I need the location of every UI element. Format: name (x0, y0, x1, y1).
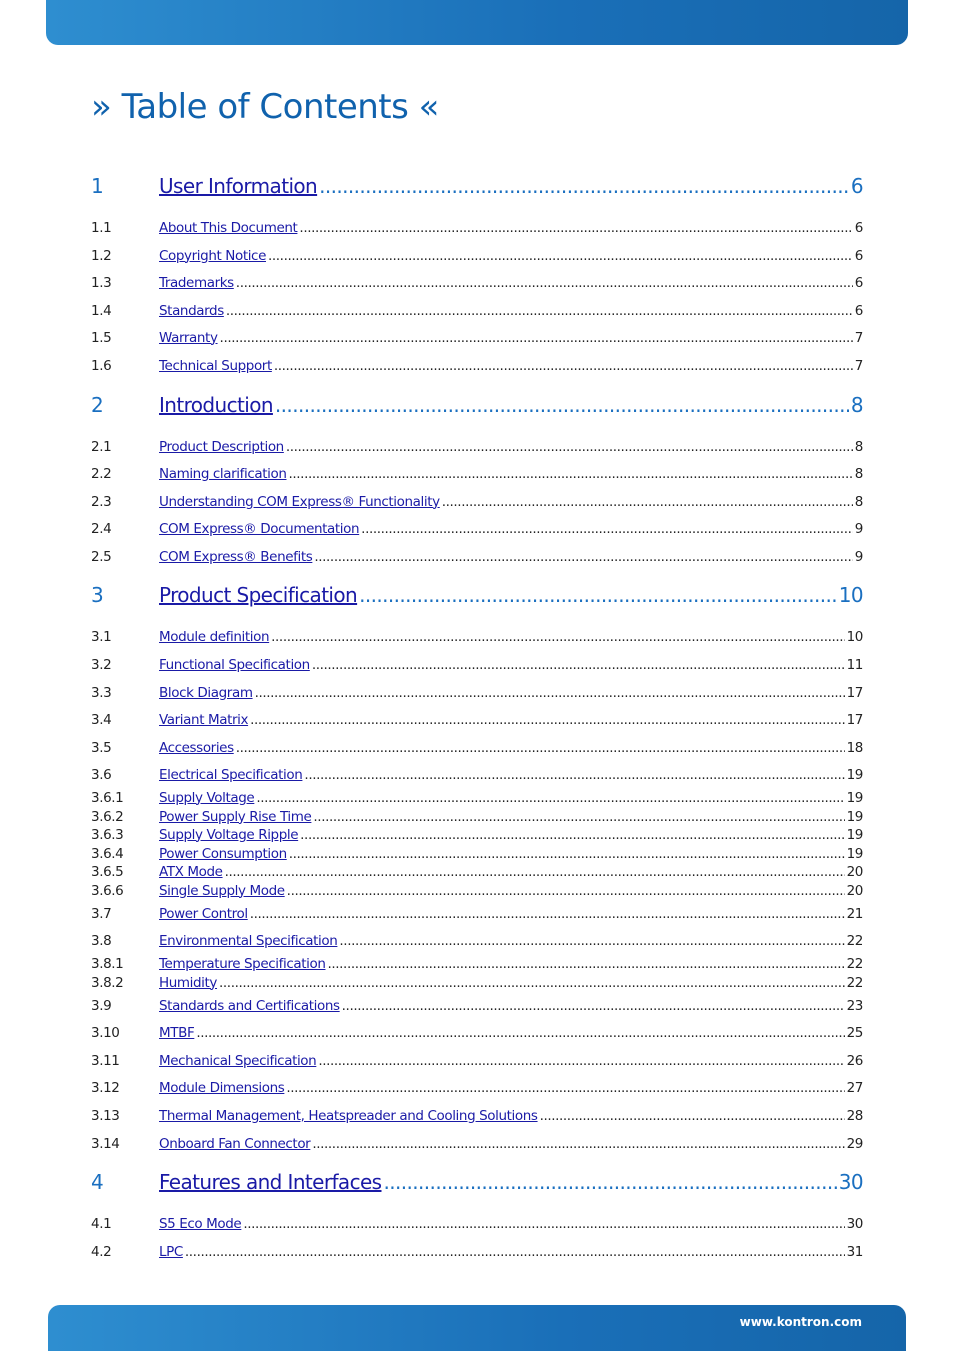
toc-entry[interactable] (91, 864, 863, 880)
toc-entry-number: 1.6 (91, 357, 112, 374)
toc-entry[interactable] (91, 906, 863, 922)
toc-entry[interactable] (91, 685, 863, 701)
toc-entry-number: 3.6.4 (91, 845, 124, 862)
toc-dot-leader (312, 657, 845, 673)
toc-dot-leader (327, 956, 844, 972)
toc-entry-link[interactable]: Understanding COM Express® Functionality (159, 493, 440, 510)
toc-entry[interactable] (91, 1053, 863, 1069)
toc-entry-number: 2.2 (91, 465, 112, 482)
toc-entry[interactable] (91, 1025, 863, 1041)
page-title: » Table of Contents « (91, 87, 439, 127)
toc-entry-number: 3.6.5 (91, 863, 124, 880)
toc-entry-page: 17 (846, 684, 863, 701)
toc-entry[interactable] (91, 220, 863, 236)
toc-entry-page: 8 (854, 438, 863, 455)
toc-entry[interactable] (91, 1244, 863, 1260)
toc-entry-number: 3.13 (91, 1107, 120, 1124)
toc-entry[interactable] (91, 583, 863, 607)
toc-dot-leader (274, 358, 853, 374)
toc-entry-page: 28 (846, 1107, 863, 1124)
toc-entry-page: 6 (854, 302, 863, 319)
toc-entry-page: 23 (846, 997, 863, 1014)
toc-entry-link[interactable]: MTBF (159, 1024, 195, 1041)
toc-entry[interactable] (91, 303, 863, 319)
toc-entry-link[interactable]: COM Express® Documentation (159, 520, 360, 537)
toc-dot-leader (312, 1136, 844, 1152)
toc-entry-number: 2 (91, 393, 104, 417)
toc-entry[interactable] (91, 998, 863, 1014)
toc-entry-number: 3.1 (91, 628, 112, 645)
toc-entry-page: 6 (854, 219, 863, 236)
toc-entry[interactable] (91, 1080, 863, 1096)
toc-entry[interactable] (91, 975, 863, 991)
toc-dot-leader (300, 827, 844, 843)
toc-entry-page: 26 (846, 1052, 863, 1069)
toc-dot-leader (256, 790, 844, 806)
toc-entry-link[interactable]: Single Supply Mode (159, 882, 285, 899)
toc-entry-page: 17 (846, 711, 863, 728)
toc-entry-link[interactable]: Environmental Specification (159, 932, 338, 949)
toc-dot-leader (287, 883, 845, 899)
toc-entry-page: 20 (846, 863, 863, 880)
toc-entry-number: 1.3 (91, 274, 112, 291)
toc-entry[interactable] (91, 956, 863, 972)
toc-entry-number: 3.8.2 (91, 974, 124, 991)
toc-entry-number: 3.6.6 (91, 882, 124, 899)
toc-dot-leader (442, 494, 853, 510)
toc-entry[interactable] (91, 393, 863, 417)
toc-entry-page: 22 (846, 974, 863, 991)
toc-entry-link[interactable]: Technical Support (159, 357, 272, 374)
toc-entry-number: 3.6.3 (91, 826, 124, 843)
toc-entry-page: 19 (846, 845, 863, 862)
toc-entry-page: 10 (838, 583, 863, 607)
toc-entry-page: 19 (846, 766, 863, 783)
toc-dot-leader (289, 846, 845, 862)
toc-dot-leader (289, 466, 853, 482)
toc-dot-leader (236, 275, 853, 291)
toc-entry-link[interactable]: About This Document (159, 219, 298, 236)
toc-entry-link[interactable]: Standards (159, 302, 224, 319)
toc-dot-leader (236, 740, 845, 756)
toc-entry[interactable] (91, 740, 863, 756)
toc-entry[interactable] (91, 275, 863, 291)
toc-entry-link[interactable]: Onboard Fan Connector (159, 1135, 311, 1152)
toc-entry-page: 11 (846, 656, 863, 673)
toc-entry[interactable] (91, 933, 863, 949)
toc-entry-page: 27 (846, 1079, 863, 1096)
toc-entry-link[interactable]: Accessories (159, 739, 234, 756)
toc-dot-leader (286, 439, 853, 455)
toc-entry-number: 3.2 (91, 656, 112, 673)
toc-entry-number: 1.1 (91, 219, 112, 236)
toc-entry-link[interactable]: Thermal Management, Heatspreader and Cooling Solutions (159, 1107, 538, 1124)
toc-entry-page: 22 (846, 932, 863, 949)
toc-entry-link[interactable]: Module definition (159, 628, 270, 645)
toc-entry-link[interactable]: COM Express® Benefits (159, 548, 313, 565)
toc-entry-number: 4.1 (91, 1215, 112, 1232)
toc-entry-number: 3.14 (91, 1135, 120, 1152)
toc-entry-page: 6 (854, 274, 863, 291)
toc-entry-page: 19 (846, 826, 863, 843)
toc-entry-page: 8 (854, 465, 863, 482)
toc-entry[interactable] (91, 629, 863, 645)
toc-dot-leader (313, 809, 844, 825)
footer-bar (48, 1305, 906, 1351)
toc-entry[interactable] (91, 521, 863, 537)
toc-entry[interactable] (91, 1216, 863, 1232)
toc-entry-number: 3.9 (91, 997, 112, 1014)
toc-dot-leader (361, 521, 853, 537)
toc-entry-number: 3.6.2 (91, 808, 124, 825)
toc-entry[interactable] (91, 466, 863, 482)
toc-dot-leader (185, 1244, 845, 1260)
toc-entry-link[interactable]: Copyright Notice (159, 247, 266, 264)
toc-entry-page: 22 (846, 955, 863, 972)
toc-entry-page: 8 (854, 493, 863, 510)
toc-dot-leader (299, 220, 852, 236)
toc-entry-number: 3.5 (91, 739, 112, 756)
toc-entry-link[interactable]: Functional Specification (159, 656, 310, 673)
toc-entry-link[interactable]: Power Control (159, 905, 248, 922)
toc-entry-page: 7 (854, 357, 863, 374)
toc-entry-number: 3.7 (91, 905, 112, 922)
toc-dot-leader (286, 1080, 844, 1096)
toc-entry-number: 3.6.1 (91, 789, 124, 806)
toc-entry-page: 29 (846, 1135, 863, 1152)
toc-entry-link[interactable]: Introduction (159, 393, 273, 417)
toc-entry-page: 8 (850, 393, 863, 417)
toc-entry-link[interactable]: Variant Matrix (159, 711, 249, 728)
toc-dot-leader (314, 549, 852, 565)
toc-entry-page: 9 (854, 520, 863, 537)
toc-entry-link[interactable]: Module Dimensions (159, 1079, 285, 1096)
toc-entry-link[interactable]: Standards and Certifications (159, 997, 340, 1014)
toc-entry-link[interactable]: Supply Voltage Ripple (159, 826, 299, 843)
toc-entry-page: 31 (846, 1243, 863, 1260)
toc-dot-leader (226, 303, 853, 319)
toc-entry-page: 7 (854, 329, 863, 346)
toc-entry-page: 30 (838, 1170, 863, 1194)
toc-entry-number: 1.5 (91, 329, 112, 346)
toc-entry-number: 3.11 (91, 1052, 120, 1069)
toc-entry-page: 18 (846, 739, 863, 756)
toc-entry[interactable] (91, 657, 863, 673)
toc-entry[interactable] (91, 827, 863, 843)
toc-dot-leader (196, 1025, 844, 1041)
toc-dot-leader (250, 906, 845, 922)
toc-dot-leader (304, 767, 844, 783)
toc-dot-leader (271, 629, 844, 645)
toc-dot-leader (243, 1216, 844, 1232)
toc-entry-page: 21 (846, 905, 863, 922)
toc-entry-number: 3.12 (91, 1079, 120, 1096)
toc-entry[interactable] (91, 248, 863, 264)
toc-entry[interactable] (91, 809, 863, 825)
toc-dot-leader (219, 975, 845, 991)
toc-entry[interactable] (91, 1170, 863, 1194)
toc-entry-number: 4.2 (91, 1243, 112, 1260)
toc-entry[interactable] (91, 439, 863, 455)
toc-entry-number: 1.2 (91, 247, 112, 264)
toc-dot-leader (250, 712, 845, 728)
toc-dot-leader (268, 248, 853, 264)
toc-entry-link[interactable]: Product Description (159, 438, 284, 455)
toc-entry-link[interactable]: Product Specification (159, 583, 358, 607)
header-bar (46, 0, 908, 45)
toc-dot-leader (220, 330, 853, 346)
toc-entry-number: 3.4 (91, 711, 112, 728)
toc-entry[interactable] (91, 883, 863, 899)
toc-entry[interactable] (91, 330, 863, 346)
toc-entry-number: 4 (91, 1170, 104, 1194)
toc-entry-link[interactable]: User Information (159, 174, 318, 198)
toc-entry-link[interactable]: LPC (159, 1243, 183, 1260)
toc-dot-leader (384, 1170, 837, 1194)
toc-entry-number: 3.8.1 (91, 955, 124, 972)
toc-dot-leader (255, 685, 845, 701)
toc-dot-leader (225, 864, 845, 880)
toc-entry-page: 25 (846, 1024, 863, 1041)
toc-entry-link[interactable]: Features and Interfaces (159, 1170, 382, 1194)
toc-entry-link[interactable]: Warranty (159, 329, 218, 346)
toc-entry-link[interactable]: Power Consumption (159, 845, 287, 862)
toc-entry-link[interactable]: ATX Mode (159, 863, 223, 880)
toc-dot-leader (359, 583, 837, 607)
toc-entry[interactable] (91, 494, 863, 510)
toc-entry-number: 3.6 (91, 766, 112, 783)
toc-entry-link[interactable]: Trademarks (159, 274, 234, 291)
toc-dot-leader (319, 174, 849, 198)
toc-entry[interactable] (91, 712, 863, 728)
toc-entry[interactable] (91, 549, 863, 565)
toc-entry-number: 3.3 (91, 684, 112, 701)
toc-entry-page: 19 (846, 808, 863, 825)
toc-entry[interactable] (91, 767, 863, 783)
toc-entry-page: 30 (846, 1215, 863, 1232)
toc-entry-link[interactable]: Temperature Specification (159, 955, 326, 972)
toc-entry-number: 3 (91, 583, 104, 607)
toc-entry-link[interactable]: Naming clarification (159, 465, 287, 482)
footer-url[interactable]: www.kontron.com (739, 1315, 862, 1329)
toc-entry[interactable] (91, 174, 863, 198)
toc-entry-page: 10 (846, 628, 863, 645)
toc-entry[interactable] (91, 846, 863, 862)
toc-entry[interactable] (91, 1108, 863, 1124)
toc-entry-link[interactable]: Mechanical Specification (159, 1052, 317, 1069)
toc-entry[interactable] (91, 1136, 863, 1152)
toc-entry-number: 1.4 (91, 302, 112, 319)
toc-entry-number: 2.4 (91, 520, 112, 537)
toc-entry-page: 6 (854, 247, 863, 264)
toc-entry-link[interactable]: Power Supply Rise Time (159, 808, 312, 825)
toc-entry-page: 6 (850, 174, 863, 198)
toc-entry-link[interactable]: Electrical Specification (159, 766, 303, 783)
toc-entry-link[interactable]: S5 Eco Mode (159, 1215, 242, 1232)
toc-entry-number: 2.3 (91, 493, 112, 510)
toc-entry-link[interactable]: Supply Voltage (159, 789, 255, 806)
toc-entry-number: 3.10 (91, 1024, 120, 1041)
toc-entry[interactable] (91, 790, 863, 806)
toc-dot-leader (342, 998, 845, 1014)
toc-entry-number: 2.5 (91, 548, 112, 565)
toc-dot-leader (275, 393, 849, 417)
toc-dot-leader (339, 933, 844, 949)
toc-dot-leader (540, 1108, 845, 1124)
toc-entry-page: 9 (854, 548, 863, 565)
toc-entry-link[interactable]: Block Diagram (159, 684, 253, 701)
toc-entry-number: 3.8 (91, 932, 112, 949)
toc-entry-page: 20 (846, 882, 863, 899)
toc-entry-number: 1 (91, 174, 104, 198)
toc-entry-number: 2.1 (91, 438, 112, 455)
toc-dot-leader (318, 1053, 844, 1069)
toc-entry[interactable] (91, 358, 863, 374)
toc-entry-link[interactable]: Humidity (159, 974, 218, 991)
toc-entry-page: 19 (846, 789, 863, 806)
